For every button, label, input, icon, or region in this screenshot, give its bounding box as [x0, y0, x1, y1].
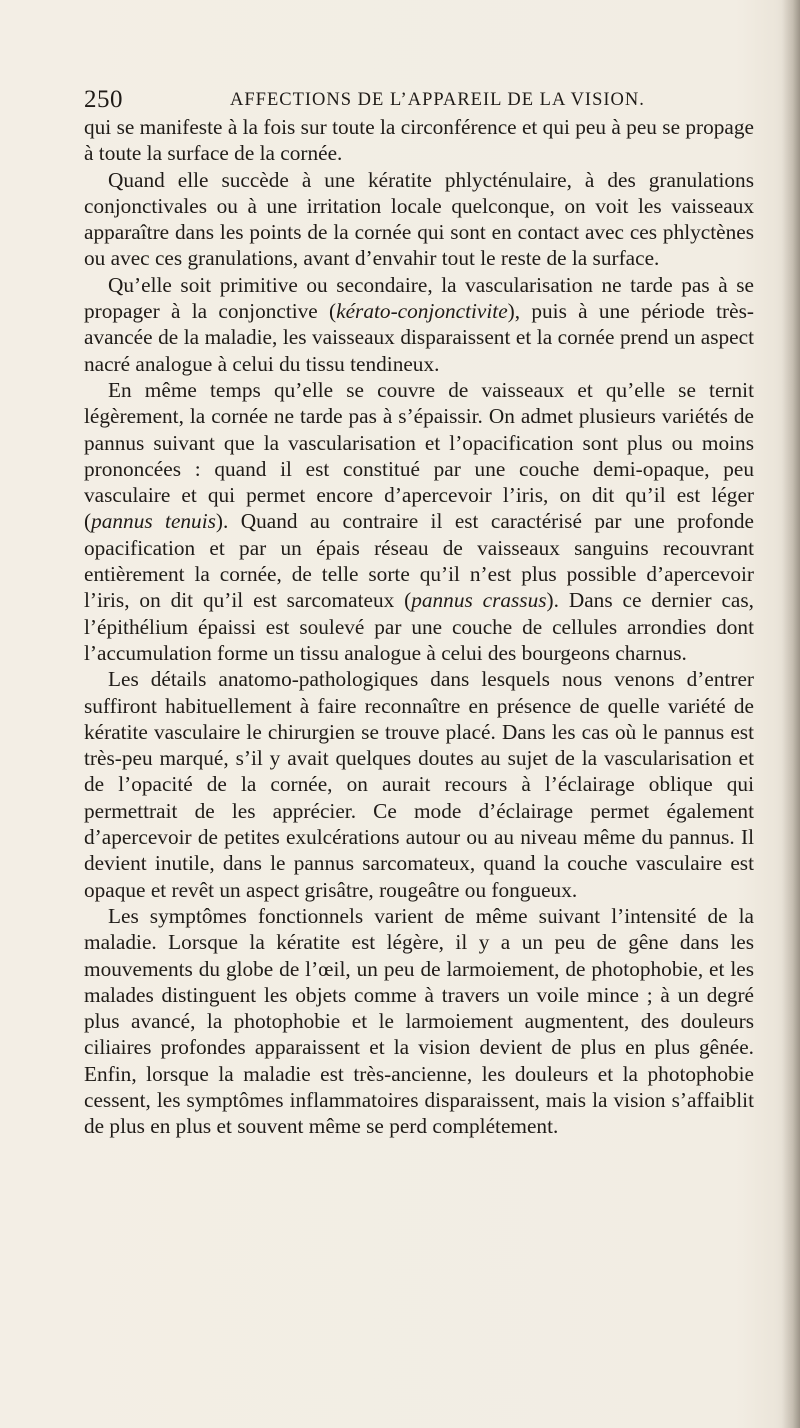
running-title: AFFECTIONS DE L’APPAREIL DE LA VISION.: [230, 90, 645, 110]
paragraph-text: En même temps qu’elle se couvre de vaisseaux et qu’elle se ternit légèrement, la cornée ne tarde pas à s’épaissir. On admet plusieurs variétés de pannus suivant que la vascularisation et l’opacification sont plus ou moins prononcées : quand il est constitué par une couche demi-opaque, peu vasculaire et qui permet encore d’apercevoir l’iris, on dit qu’il est léger (: [84, 377, 754, 534]
paragraph-text: ), puis à une période très-avancée de la maladie, les vaisseaux disparaissent et la cornée prend un aspect nacré analogue à celui du tissu tendineux.: [84, 299, 754, 376]
paragraph: [84, 666, 754, 903]
paragraph-text: qui se manifeste à la fois sur toute la circonférence et qui peu à peu se propage à toute la surface de la cornée.: [84, 115, 754, 166]
paragraph: [84, 167, 754, 272]
paragraph: [84, 903, 754, 1140]
paragraph: [84, 272, 754, 377]
body-text: [84, 114, 754, 1140]
italic-term: kérato-conjonctivite: [336, 299, 508, 324]
paragraph-text: ). Dans ce dernier cas, l’épithélium épaissi est soulevé par une couche de cellules arrondies dont l’accumulation forme un tissu analogue à celui des bourgeons charnus.: [84, 588, 754, 665]
paragraph: [84, 377, 754, 666]
italic-term: pannus tenuis: [91, 509, 216, 534]
paragraph-text: Quand elle succède à une kératite phlycténulaire, à des granulations conjonctivales ou à une irritation locale quelconque, on voit les vaisseaux apparaître dans les points de la cornée qui sont en contact avec ces phlyctènes ou avec ces granulations, avant d’envahir tout le reste de la surface.: [84, 167, 754, 271]
page-header: [84, 86, 754, 114]
paragraph-text: ). Quand au contraire il est caractérisé par une profonde opacification et par un épais réseau de vaisseaux sanguins recouvrant entièrement la cornée, de telle sorte qu’il n’est plus possible d’apercevoir l’iris, on dit qu’il est sarcomateux (: [84, 509, 754, 613]
italic-term: pannus crassus: [411, 588, 547, 613]
paragraph-continuation: [84, 114, 754, 167]
page-number: 250: [84, 86, 123, 113]
paragraph-text: Les détails anatomo-pathologiques dans lesquels nous venons d’entrer suffiront habituellement à faire reconnaître en présence de quelle variété de kératite vasculaire le chirurgien se trouve placé. Dans les cas où le pannus est très-peu marqué, s’il y avait quelques doutes au sujet de la vascularisation et de l’opacité de la cornée, on aurait recours à l’éclairage oblique qui permettrait de les apprécier. Ce mode d’éclairage permet également d’apercevoir de petites exulcérations autour ou au niveau même du pannus. Il devient inutile, dans le pannus sarcomateux, quand la couche vasculaire est opaque et revêt un aspect grisâtre, rougeâtre ou fongueux.: [84, 667, 754, 902]
paragraph-text: Qu’elle soit primitive ou secondaire, la vascularisation ne tarde pas à se propager à la conjonctive (: [84, 272, 754, 324]
paragraph-text: Les symptômes fonctionnels varient de même suivant l’intensité de la maladie. Lorsque la kératite est légère, il y a un peu de gêne dans les mouvements du globe de l’œil, un peu de larmoiement, de photophobie, et les malades distinguent les objets comme à travers un voile mince ; à un degré plus avancé, la photophobie et le larmoiement augmentent, des douleurs ciliaires profondes apparaissent et la vision devient de plus en plus gênée. Enfin, lorsque la maladie est très-ancienne, les douleurs et la photophobie cessent, les symptômes inflammatoires disparaissent, mais la vision s’affaiblit de plus en plus et souvent même se perd complétement.: [84, 903, 754, 1139]
page-edge-shadow: [782, 0, 800, 1428]
